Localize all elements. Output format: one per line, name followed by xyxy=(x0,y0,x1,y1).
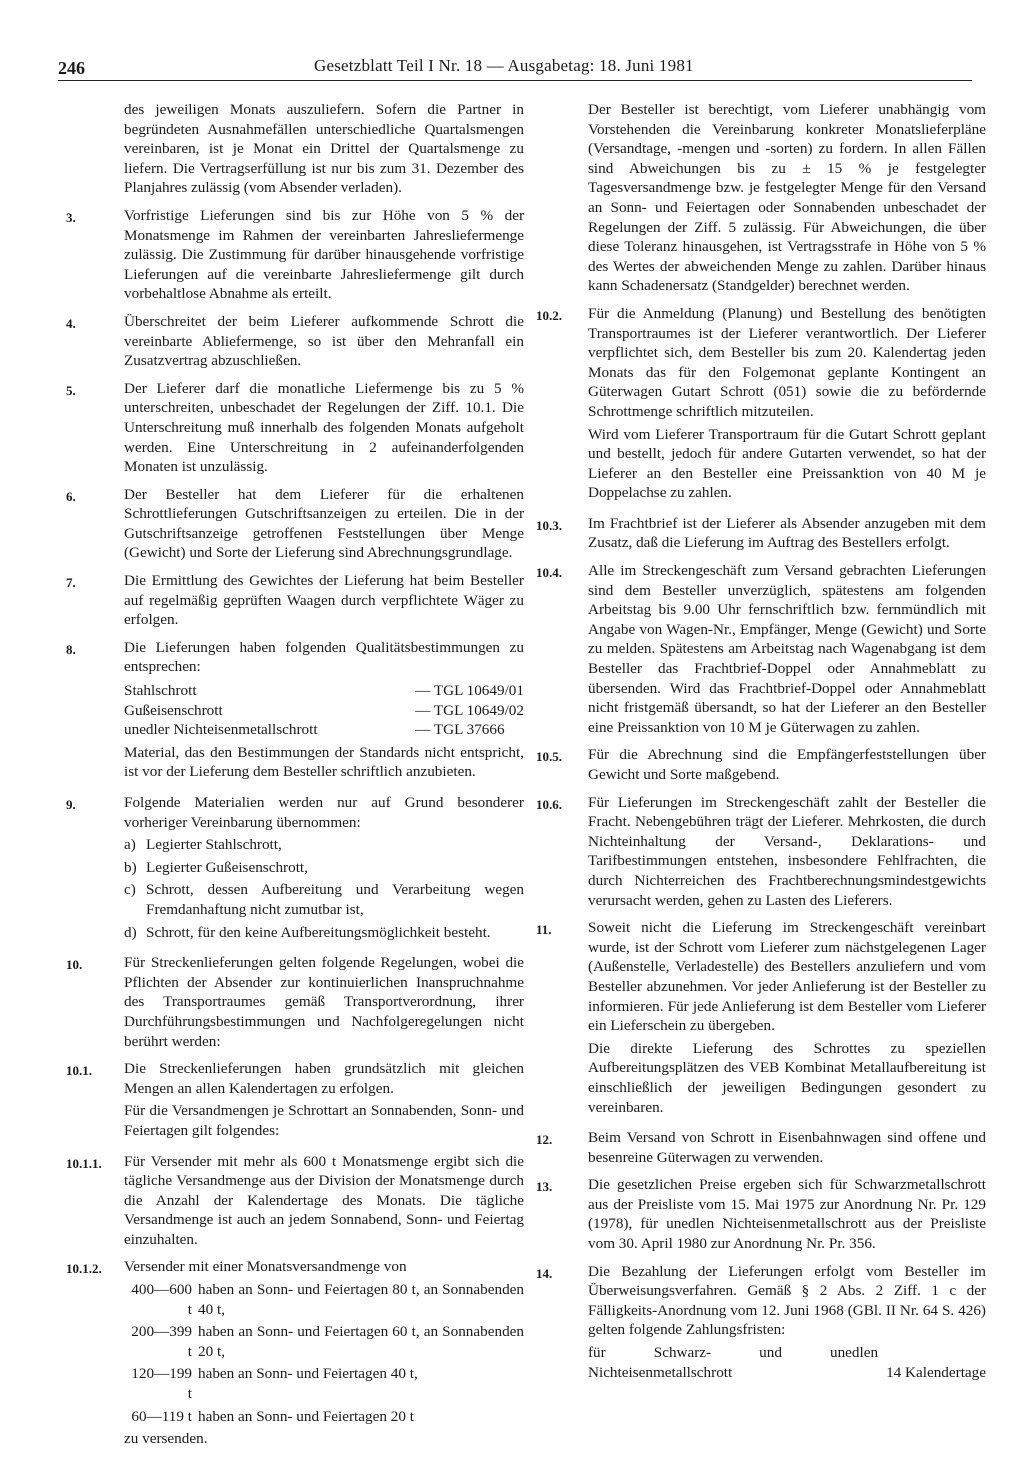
section-13 xyxy=(536,1175,986,1253)
shipment-row xyxy=(124,1407,524,1427)
quantity-rule: haben an Sonn- und Feiertagen 80 t, an Sonnabenden 40 t, xyxy=(198,1281,524,1318)
standard-ref: — TGL 10649/02 xyxy=(415,701,524,719)
section-text: zu versenden. xyxy=(124,1430,208,1448)
quantity-range: 400—600 t xyxy=(131,1281,192,1318)
section-10-6 xyxy=(536,793,986,911)
section-number: 14. xyxy=(536,1265,553,1281)
section-number: 12. xyxy=(536,1132,553,1148)
shipment-row xyxy=(124,1280,524,1319)
list-item: d) Schrott, für den keine Aufbereitungsmöglichkeit besteht. xyxy=(124,923,491,941)
shipment-row xyxy=(124,1364,524,1403)
material-name: unedler Nichteisenmetallschrott xyxy=(124,721,318,739)
section-10-1-2 xyxy=(64,1257,524,1451)
section-text: Der Lieferer darf die monatliche Liefermenge bis zu 5 % unterschreiten, unbeschadet der Regelungen der Ziff. 10.1. Die Unterschreitung muß innerhalb des folgenden Monats aufgeholt werden. Eine Unterschreitung in 2 aufeinanderfolgenden Monaten ist unzulässig. xyxy=(124,379,524,476)
section-text: Die gesetzlichen Preise ergeben sich für Schwarzmetallschrott aus der Preisliste vom 15. Mai 1975 zur Anordnung Nr. Pr. 129 (1978), für unedlen Nichteisenmetallschrott aus der Preisliste vom 30. April 1980 zur Anordnung Nr. Pr. 356. xyxy=(588,1176,986,1253)
section-6 xyxy=(64,485,524,563)
shipment-row xyxy=(124,1322,524,1361)
section-number: 3. xyxy=(66,209,76,225)
section-number: 10.2. xyxy=(536,307,562,323)
section-text: Material, das den Bestimmungen der Standards nicht entspricht, ist vor der Lieferung dem Besteller schriftlich anzubieten. xyxy=(124,743,524,781)
section-number: 10.1.2. xyxy=(66,1261,102,1277)
paragraph-text: des jeweiligen Monats auszuliefern. Sofern die Partner in begründeten Ausnahmefällen unterschiedliche Quartalsmengen vereinbaren, ist je Monat ein Drittel der Quartalsmenge zu liefern. Die Vertragserfüllung ist nur bis zum 31. Dezember des Planjahres zulässig (vom Absender verladen). xyxy=(124,101,524,197)
section-text: Die direkte Lieferung des Schrottes zu speziellen Aufbereitungsplätzen des VEB Kombinat Metallaufbereitung ist einschließlich der jeweiligen Bedingungen gesondert zu vereinbaren. xyxy=(588,1039,986,1116)
page-number: 246 xyxy=(58,58,85,78)
section-10-4 xyxy=(536,561,986,737)
section-number: 10. xyxy=(66,957,83,973)
section-10 xyxy=(64,953,524,1051)
section-text: Vorfristige Lieferungen sind bis zur Höhe von 5 % der Monatsmenge im Rahmen der vereinbarten Jahresliefermenge zulässig. Die Zustimmung für darüber hinausgehende vorfristige Lieferungen auf die vereinbarte Jahresliefermenge gilt durch vorbehaltlose Abnahme als erteilt. xyxy=(124,206,524,303)
section-text: Soweit nicht die Lieferung im Streckengeschäft vereinbart wurde, ist der Schrott vom Lieferer zum nächstgelegenen Lager (Außenstelle, Verladestelle) des Bestellers anzuliefern und vom Besteller abzunehmen. Vor jeder Anlieferung ist der Besteller zu informieren. Für jede Anlieferung ist dem Besteller vom Lieferer ein Lieferschein zu übergeben. xyxy=(588,919,986,1035)
section-text: Die Lieferungen haben folgenden Qualitätsbestimmungen zu entsprechen: xyxy=(124,638,524,676)
section-number: 10.6. xyxy=(536,796,562,812)
section-3 xyxy=(64,206,524,304)
section-number: 5. xyxy=(66,382,76,398)
section-number: 8. xyxy=(66,641,76,657)
standard-ref: — TGL 37666 xyxy=(415,721,505,739)
right-column xyxy=(536,100,986,1393)
section-number: 10.5. xyxy=(536,749,562,765)
page-header xyxy=(58,54,972,81)
section-text: Beim Versand von Schrott in Eisenbahnwagen sind offene und besenreine Güterwagen zu verwenden. xyxy=(588,1129,986,1166)
payment-term-value: 14 Kalendertage xyxy=(886,1363,986,1381)
section-number: 10.1.1. xyxy=(66,1155,102,1171)
section-text: Die Bezahlung der Lieferungen erfolgt vom Besteller im Überweisungsverfahren. Gemäß § 2 Abs. 2 Ziff. 1 c der Fälligkeits-Anordnung vom 12. Juni 1968 (GBl. II Nr. 64 S. 426) gelten folgende Zahlungsfristen: xyxy=(588,1262,986,1339)
section-number: 11. xyxy=(536,922,552,938)
section-5 xyxy=(64,379,524,477)
section-text: Für Streckenlieferungen gelten folgende Regelungen, wobei die Pflichten der Absender zur kontinuierlichen Inanspruchnahme des Transportraumes gemäß Transportverordnung, ihrer Durchführungsbestimmungen und Nachfolgeregelungen nicht berührt werden: xyxy=(124,954,524,1050)
quantity-rule: haben an Sonn- und Feiertagen 60 t, an Sonnabenden 20 t, xyxy=(198,1323,524,1360)
section-10-1-1 xyxy=(64,1152,524,1250)
section-number: 13. xyxy=(536,1179,553,1195)
payment-term-row xyxy=(588,1343,986,1382)
section-text: Der Besteller hat dem Lieferer für die erhaltenen Schrottlieferungen Gutschriftsanzeigen zu erteilen. Die in der Gutschriftsanzeige getroffenen Feststellungen über Menge (Gewicht) und Sorte der Lieferung sind Abrechnungsgrundlage. xyxy=(124,485,524,562)
standard-ref: — TGL 10649/01 xyxy=(415,682,524,700)
section-7 xyxy=(64,571,524,630)
material-name: Stahlschrott xyxy=(124,682,197,700)
section-text: Die Streckenlieferungen haben grundsätzlich mit gleichen Mengen an allen Kalendertagen zu erfolgen. xyxy=(124,1060,524,1097)
section-number: 9. xyxy=(66,797,76,812)
section-number: 4. xyxy=(66,315,76,331)
section-number: 10.3. xyxy=(536,517,562,533)
material-name: Gußeisenschrott xyxy=(124,701,223,719)
paragraph-continuation xyxy=(536,100,986,296)
section-text: Im Frachtbrief ist der Lieferer als Absender anzugeben mit dem Zusatz, daß die Lieferung im Auftrag des Bestellers erfolgt. xyxy=(588,514,986,552)
section-4 xyxy=(64,312,524,371)
paragraph-continuation xyxy=(64,100,524,198)
section-text: Für die Anmeldung (Planung) und Bestellung des benötigten Transportraumes ist der Lieferer verantwortlich. Der Lieferer verpflichtet sich, dem Besteller bis zum 20. Kalendertag jeden Monats das für den Folgemonat geplante Kontingent an Güterwagen Gutart Schrott (051) sowie die zu befördernde Schrottmenge schriftlich mitzuteilen. xyxy=(588,304,986,420)
section-number: 6. xyxy=(66,488,76,504)
payment-term-label: für Schwarz- und unedlen Nichteisenmetallschrott xyxy=(588,1344,879,1381)
paragraph-text: Der Besteller ist berechtigt, vom Lieferer unabhängig vom Vorstehenden die Vereinbarung konkreter Monatslieferpläne (Versandtage, -mengen und -sorten) zu fordern. In allen Fällen sind Abweichungen bis zu ± 15 % je festgelegter Tagesversandmenge bzw. je festgelegter Menge für den Versand an Sonn- und Feiertagen oder Sonnabenden unbeschadet der Regelungen der Ziff. 5 zulässig. Für Abweichungen, die über diese Toleranz hinausgehen, ist Vertragsstrafe in Höhe von 5 % des Wertes der abweichenden Menge zu zahlen. Darüber hinaus kann Schadenersatz (Standgelder) berechnet werden. xyxy=(588,101,986,295)
list-item: a) Legierter Stahlschrott, xyxy=(124,836,282,854)
section-10-2 xyxy=(536,304,986,506)
section-9 xyxy=(64,793,524,945)
section-12 xyxy=(536,1128,986,1167)
quality-standards-table xyxy=(124,681,524,740)
section-8 xyxy=(64,638,524,785)
section-number: 10.4. xyxy=(536,565,562,581)
list-item: c) Schrott, dessen Aufbereitung und Verarbeitung wegen Fremdanhaftung nicht zumutbar ist, xyxy=(124,881,524,918)
section-14 xyxy=(536,1262,986,1386)
section-text: Wird vom Lieferer Transportraum für die Gutart Schrott geplant und bestellt, jedoch für andere Gutarten verwendet, so hat der Lieferer an den Besteller eine Preissanktion von 40 M je Doppelachse zu zahlen. xyxy=(588,425,986,502)
quantity-range: 120—199 t xyxy=(131,1365,192,1403)
section-10-5 xyxy=(536,745,986,784)
section-text: Für Lieferungen im Streckengeschäft zahlt der Besteller die Fracht. Nebengebühren trägt der Lieferer. Mehrkosten, die durch Nichteinhaltung der Versand-, Deklarations- und Tarifbestimmungen entstehen, insbesondere Fehlfrachten, die durch Nichterreichen des Frachtberechnungsmindestgewichts verursacht werden, gehen zu Lasten des Lieferers. xyxy=(588,793,986,909)
left-column xyxy=(64,100,524,1460)
section-text: Die Ermittlung des Gewichtes der Lieferung hat beim Besteller auf regelmäßig geprüften Waagen durch verpflichtete Wäger zu erfolgen. xyxy=(124,572,524,629)
gazette-title: Gesetzblatt Teil I Nr. 18 — Ausgabetag: 18. Juni 1981 xyxy=(314,56,694,75)
section-text: Versender mit einer Monatsversandmenge von xyxy=(124,1258,407,1276)
section-number: 7. xyxy=(66,575,76,591)
section-text: Alle im Streckengeschäft zum Versand gebrachten Lieferungen sind dem Besteller unverzüglich, spätestens am folgenden Arbeitstag bis 9.00 Uhr fernschriftlich bzw. fernmündlich mit Angabe von Wagen-Nr., Empfänger, Menge (Gewicht) und Sorte zu melden. Spätestens am Arbeitstag nach Wagenabgang ist dem Besteller das Frachtbrief-Doppel oder Annahmeblatt zu übersenden. Wird das Frachtbrief-Doppel oder Annahmeblatt nicht fristgemäß übersandt, so hat der Lieferer an den Besteller eine Preissanktion von 10 M je Güterwagen zu zahlen. xyxy=(588,562,986,736)
section-text: Überschreitet der beim Lieferer aufkommende Schrott die vereinbarte Abliefermenge, so ist über den Mehranfall ein Zusatzvertrag abzuschließen. xyxy=(124,312,524,370)
section-10-1 xyxy=(64,1059,524,1143)
list-item: b) Legierter Gußeisenschrott, xyxy=(124,858,308,876)
quantity-rule: haben an Sonn- und Feiertagen 20 t xyxy=(198,1407,414,1425)
quantity-rule: haben an Sonn- und Feiertagen 40 t, xyxy=(198,1365,418,1383)
quantity-range: 200—399 t xyxy=(131,1323,192,1360)
section-11 xyxy=(536,918,986,1120)
section-text: Für Versender mit mehr als 600 t Monatsmenge ergibt sich die tägliche Versandmenge aus der Division der Monatsmenge durch die Anzahl der Kalendertage des Monats. Die tägliche Versandmenge ist auch an jedem Sonnabend, Sonn- und Feiertag einzuhalten. xyxy=(124,1152,524,1248)
section-number: 10.1. xyxy=(66,1063,92,1079)
section-text: Für die Abrechnung sind die Empfängerfeststellungen über Gewicht und Sorte maßgebend. xyxy=(588,746,986,783)
quantity-range: 60—119 t xyxy=(131,1407,192,1425)
section-10-3 xyxy=(536,514,986,553)
section-text: Für die Versandmengen je Schrottart an Sonnabenden, Sonn- und Feiertagen gilt folgendes: xyxy=(124,1102,524,1139)
section-text: Folgende Materialien werden nur auf Grund besonderer vorheriger Vereinbarung übernommen: xyxy=(124,794,524,831)
